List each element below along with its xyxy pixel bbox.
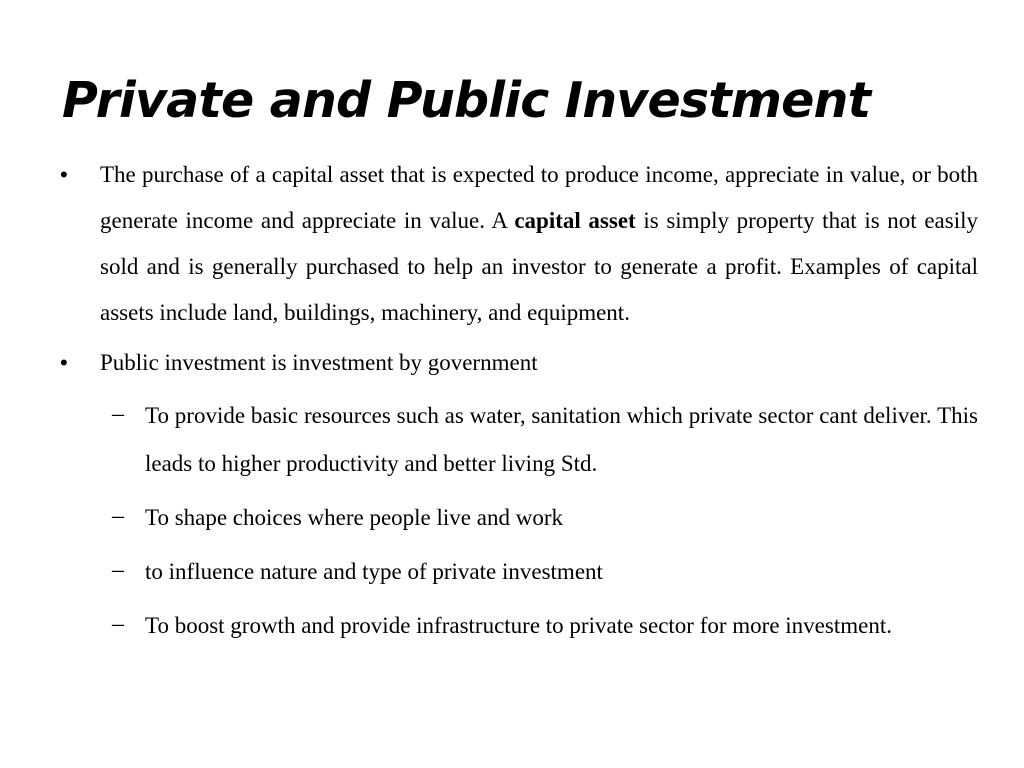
sub-bullet-item bbox=[60, 602, 978, 650]
bullet-marker: • bbox=[60, 350, 68, 375]
sub-bullet-item bbox=[60, 494, 978, 542]
bullet-text: The purchase of a capital asset that is expected to produce income, appreciate in value, or both generate income and appreciate in value. A bbox=[100, 162, 978, 233]
bullet-marker: • bbox=[60, 162, 68, 187]
slide-body bbox=[60, 152, 978, 656]
sub-bullet-item bbox=[60, 392, 978, 488]
sub-bullet-marker: – bbox=[112, 503, 124, 529]
slide-title: Private and Public Investment bbox=[62, 72, 871, 129]
bullet-text-continued: is simply property that is not easily sold and is generally purchased to help an investor to generate a profit. Examples of capital assets include land, buildings, machinery, and equipment. bbox=[100, 208, 978, 325]
sub-bullet-text: To provide basic resources such as water, sanitation which private sector cant deliver. This leads to higher productivity and better living Std. bbox=[145, 403, 978, 476]
bullet-item-public-investment bbox=[60, 340, 978, 386]
sub-bullet-marker: – bbox=[112, 401, 124, 427]
sub-bullet-marker: – bbox=[112, 557, 124, 583]
sub-bullet-item bbox=[60, 548, 978, 596]
bullet-item-capital-asset bbox=[60, 152, 978, 336]
sub-bullet-marker: – bbox=[112, 611, 124, 637]
bold-term: capital asset bbox=[514, 208, 636, 233]
sub-bullet-text: To shape choices where people live and work bbox=[145, 505, 563, 530]
sub-bullet-text: to influence nature and type of private investment bbox=[145, 559, 603, 584]
bullet-text: Public investment is investment by government bbox=[100, 350, 538, 375]
sub-bullet-text: To boost growth and provide infrastructure to private sector for more investment. bbox=[145, 613, 892, 638]
